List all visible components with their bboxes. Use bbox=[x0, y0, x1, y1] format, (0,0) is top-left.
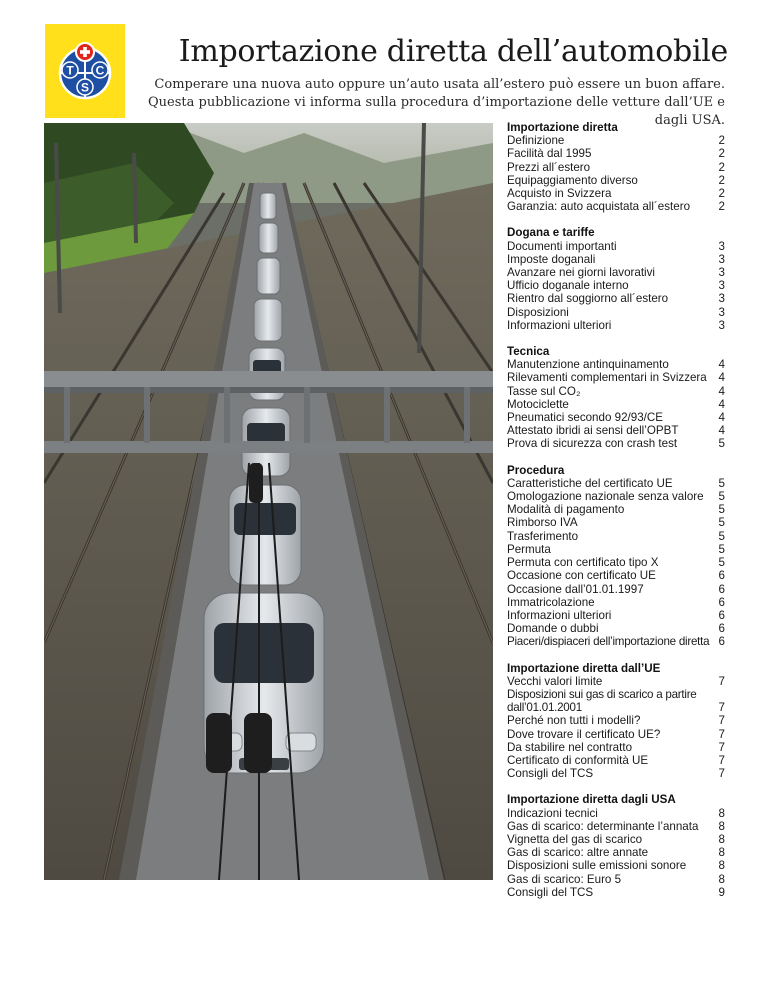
toc-entry[interactable] bbox=[507, 240, 725, 253]
toc-entry-page: 4 bbox=[718, 371, 725, 385]
toc-entry-page: 6 bbox=[718, 622, 725, 636]
toc-entry-page: 8 bbox=[718, 846, 725, 860]
toc-entry-label: Facilità dal 1995 bbox=[507, 147, 592, 161]
toc-heading: Tecnica bbox=[507, 345, 550, 359]
toc-entry-label: Disposizioni sulle emissioni sonore bbox=[507, 859, 687, 873]
toc-entry-label: Gas di scarico: determinante l’annata bbox=[507, 819, 699, 833]
toc-entry[interactable] bbox=[507, 675, 725, 688]
toc-entry-label: Gas di scarico: altre annate bbox=[507, 846, 649, 860]
toc-entry-page: 5 bbox=[718, 437, 725, 451]
toc-entry-page: 6 bbox=[718, 582, 725, 596]
toc-entry-label: Omologazione nazionale senza valore bbox=[507, 490, 704, 504]
toc-entry-page: 3 bbox=[718, 305, 725, 319]
toc-entry[interactable] bbox=[507, 424, 725, 437]
toc-entry-label: Documenti importanti bbox=[507, 239, 617, 253]
toc-entry-page: 4 bbox=[718, 384, 725, 398]
tcs-logo bbox=[45, 24, 125, 118]
toc-entry[interactable] bbox=[507, 187, 725, 200]
toc-entry[interactable] bbox=[507, 635, 725, 648]
toc-entry-label: Rilevamenti complementari in Svizzera bbox=[507, 371, 707, 385]
toc-entry[interactable] bbox=[507, 161, 725, 174]
car-train-photo bbox=[44, 123, 493, 880]
toc-entry-label: Modalità di pagamento bbox=[507, 503, 625, 517]
toc-entry-page: 9 bbox=[718, 885, 725, 899]
toc-section bbox=[507, 345, 725, 451]
toc-entry-label: Certificato di conformità UE bbox=[507, 753, 649, 767]
toc-entry-page: 3 bbox=[718, 252, 725, 266]
toc-entry-page: 7 bbox=[718, 674, 725, 688]
toc-entry[interactable] bbox=[507, 253, 725, 266]
toc-entry-label: Rimborso IVA bbox=[507, 516, 578, 530]
toc-entry-label: Immatricolazione bbox=[507, 595, 595, 609]
toc-entry-page: 6 bbox=[718, 595, 725, 609]
toc-heading: Importazione diretta dall’UE bbox=[507, 661, 661, 675]
toc-entry-label: Informazioni ulteriori bbox=[507, 318, 612, 332]
toc-entry-label: Indicazioni tecnici bbox=[507, 806, 598, 820]
toc-entry-page: 4 bbox=[718, 397, 725, 411]
toc-entry-label: Occasione con certificato UE bbox=[507, 569, 656, 583]
toc-heading: Importazione diretta dagli USA bbox=[507, 793, 676, 807]
toc-entry-page: 3 bbox=[718, 318, 725, 332]
toc-entry-label: Acquisto in Svizzera bbox=[507, 187, 612, 201]
toc-entry[interactable] bbox=[507, 596, 725, 609]
toc-entry-page: 7 bbox=[718, 740, 725, 754]
toc-entry[interactable] bbox=[507, 371, 725, 384]
toc-entry[interactable] bbox=[507, 807, 725, 820]
toc-entry[interactable] bbox=[507, 200, 725, 213]
toc-entry-page: 2 bbox=[718, 147, 725, 161]
toc-section bbox=[507, 226, 725, 332]
toc-entry-page: 8 bbox=[718, 859, 725, 873]
toc-entry[interactable] bbox=[507, 767, 725, 780]
toc-entry[interactable] bbox=[507, 292, 725, 305]
toc-entry-page: 5 bbox=[718, 556, 725, 570]
page-subtitle: Comperare una nuova auto oppure un’auto usata all’estero può essere un buon affare. Questa pubblicazione vi informa sulla procedura d’importazione delle vetture dall’UE e dagli USA. bbox=[148, 77, 725, 128]
toc-entry-page: 7 bbox=[718, 714, 725, 728]
toc-entry[interactable] bbox=[507, 833, 725, 846]
toc-entry-page: 5 bbox=[718, 542, 725, 556]
toc-entry-page: 3 bbox=[718, 266, 725, 280]
toc-entry-label: Garanzia: auto acquistata all´estero bbox=[507, 200, 691, 214]
toc-entry[interactable] bbox=[507, 820, 725, 833]
toc-entry[interactable] bbox=[507, 398, 725, 411]
toc-entry-page: 2 bbox=[718, 160, 725, 174]
toc-entry-page: 8 bbox=[718, 832, 725, 846]
toc-entry-page: 4 bbox=[718, 424, 725, 438]
toc-entry-label: Prezzi all´estero bbox=[507, 160, 591, 174]
toc-entry[interactable] bbox=[507, 490, 725, 503]
toc-entry[interactable] bbox=[507, 279, 725, 292]
toc-entry-label: Equipaggiamento diverso bbox=[507, 173, 638, 187]
toc-entry[interactable] bbox=[507, 741, 725, 754]
toc-entry-label: Motociclette bbox=[507, 397, 569, 411]
toc-entry-label: Da stabilire nel contratto bbox=[507, 740, 633, 754]
toc-entry-page: 3 bbox=[718, 279, 725, 293]
toc-entry-page: 8 bbox=[718, 872, 725, 886]
toc-entry-label: Definizione bbox=[507, 134, 565, 148]
toc-entry[interactable] bbox=[507, 306, 725, 319]
toc-section bbox=[507, 121, 725, 213]
toc-heading: Importazione diretta bbox=[507, 121, 618, 134]
toc-entry-label: Consigli del TCS bbox=[507, 767, 594, 781]
toc-entry[interactable] bbox=[507, 859, 725, 872]
toc-entry-label: Disposizioni bbox=[507, 305, 569, 319]
toc-entry-label: Imposte doganali bbox=[507, 252, 596, 266]
toc-entry-label: Caratteristiche del certificato UE bbox=[507, 476, 673, 490]
toc-entry-page: 8 bbox=[718, 806, 725, 820]
toc-entry[interactable] bbox=[507, 873, 725, 886]
toc-entry[interactable] bbox=[507, 622, 725, 635]
toc-entry-page: 2 bbox=[718, 200, 725, 214]
toc-entry[interactable] bbox=[507, 728, 725, 741]
toc-entry-page: 4 bbox=[718, 411, 725, 425]
toc-entry-page: 2 bbox=[718, 134, 725, 148]
toc-entry-label: Permuta con certificato tipo X bbox=[507, 556, 659, 570]
toc-entry[interactable] bbox=[507, 583, 725, 596]
toc-entry[interactable] bbox=[507, 886, 725, 899]
toc-entry[interactable] bbox=[507, 569, 725, 582]
toc-entry-page: 6 bbox=[718, 608, 725, 622]
toc-entry[interactable] bbox=[507, 754, 725, 767]
toc-section bbox=[507, 662, 725, 781]
toc-entry-label: Vecchi valori limite bbox=[507, 674, 603, 688]
toc-entry-label: Perché non tutti i modelli? bbox=[507, 714, 641, 728]
toc-entry-label: Disposizioni sui gas di scarico a partire dall’01.01.2001 bbox=[507, 687, 697, 715]
toc-entry-page: 7 bbox=[718, 767, 725, 781]
page-title: Importazione diretta dell’automobile bbox=[178, 34, 728, 69]
toc-entry[interactable] bbox=[507, 437, 725, 450]
toc-entry-label: Ufficio doganale interno bbox=[507, 279, 629, 293]
toc-entry-label: Permuta bbox=[507, 542, 551, 556]
toc-entry-label: Vignetta del gas di scarico bbox=[507, 832, 643, 846]
logo-letter-c: C bbox=[95, 63, 105, 78]
toc-entry-page: 5 bbox=[718, 476, 725, 490]
toc-entry-label: Manutenzione antinquinamento bbox=[507, 358, 669, 372]
toc-entry-page: 7 bbox=[718, 727, 725, 741]
toc-entry-page: 5 bbox=[718, 529, 725, 543]
toc-entry[interactable] bbox=[507, 147, 725, 160]
toc-entry[interactable] bbox=[507, 503, 725, 516]
toc-entry-page: 7 bbox=[718, 701, 725, 715]
toc-entry[interactable] bbox=[507, 358, 725, 371]
toc-entry[interactable] bbox=[507, 609, 725, 622]
toc-entry[interactable] bbox=[507, 477, 725, 490]
toc-entry-page: 7 bbox=[718, 753, 725, 767]
toc-entry-page: 8 bbox=[718, 819, 725, 833]
toc-entry[interactable] bbox=[507, 134, 725, 147]
toc-heading: Procedura bbox=[507, 463, 565, 477]
tcs-logo-icon bbox=[57, 38, 113, 104]
toc-entry-label: Consigli del TCS bbox=[507, 885, 594, 899]
toc-entry-label: Piaceri/dispiaceri dell’importazione diretta bbox=[507, 635, 710, 649]
toc-entry-label: Domande o dubbi bbox=[507, 622, 599, 636]
toc-entry[interactable] bbox=[507, 714, 725, 727]
toc-entry-page: 5 bbox=[718, 516, 725, 530]
toc-entry-page: 5 bbox=[718, 503, 725, 517]
toc-entry-label: Tasse sul CO₂ bbox=[507, 384, 581, 398]
logo-letter-t: T bbox=[66, 63, 74, 78]
toc-entry-label: Attestato ibridi ai sensi dell’OPBT bbox=[507, 424, 679, 438]
toc-entry[interactable] bbox=[507, 174, 725, 187]
toc-heading: Dogana e tariffe bbox=[507, 226, 595, 240]
toc-entry[interactable] bbox=[507, 846, 725, 859]
toc-entry-label: Occasione dall’01.01.1997 bbox=[507, 582, 644, 596]
toc-entry[interactable] bbox=[507, 319, 725, 332]
toc-entry-page: 2 bbox=[718, 187, 725, 201]
toc-entry-page: 5 bbox=[718, 490, 725, 504]
toc-section bbox=[507, 464, 725, 649]
toc-entry[interactable] bbox=[507, 411, 725, 424]
table-of-contents bbox=[507, 121, 725, 912]
toc-entry-page: 3 bbox=[718, 292, 725, 306]
toc-entry[interactable] bbox=[507, 385, 725, 398]
toc-section bbox=[507, 793, 725, 899]
toc-entry-page: 6 bbox=[718, 635, 725, 649]
toc-entry-page: 2 bbox=[718, 173, 725, 187]
toc-entry[interactable] bbox=[507, 516, 725, 529]
toc-entry-label: Informazioni ulteriori bbox=[507, 608, 612, 622]
toc-entry-label: Avanzare nei giorni lavorativi bbox=[507, 266, 656, 280]
toc-entry-label: Dove trovare il certificato UE? bbox=[507, 727, 661, 741]
toc-entry-page: 6 bbox=[718, 569, 725, 583]
toc-entry[interactable] bbox=[507, 266, 725, 279]
toc-entry-label: Trasferimento bbox=[507, 529, 579, 543]
toc-entry-page: 3 bbox=[718, 239, 725, 253]
toc-entry[interactable] bbox=[507, 530, 725, 543]
toc-entry[interactable] bbox=[507, 688, 725, 714]
toc-entry[interactable] bbox=[507, 556, 725, 569]
toc-entry-label: Rientro dal soggiorno all´estero bbox=[507, 292, 669, 306]
toc-entry-label: Pneumatici secondo 92/93/CE bbox=[507, 411, 663, 425]
logo-letter-s: S bbox=[80, 80, 90, 95]
toc-entry-label: Prova di sicurezza con crash test bbox=[507, 437, 678, 451]
toc-entry-page: 4 bbox=[718, 358, 725, 372]
toc-entry[interactable] bbox=[507, 543, 725, 556]
toc-entry-label: Gas di scarico: Euro 5 bbox=[507, 872, 622, 886]
